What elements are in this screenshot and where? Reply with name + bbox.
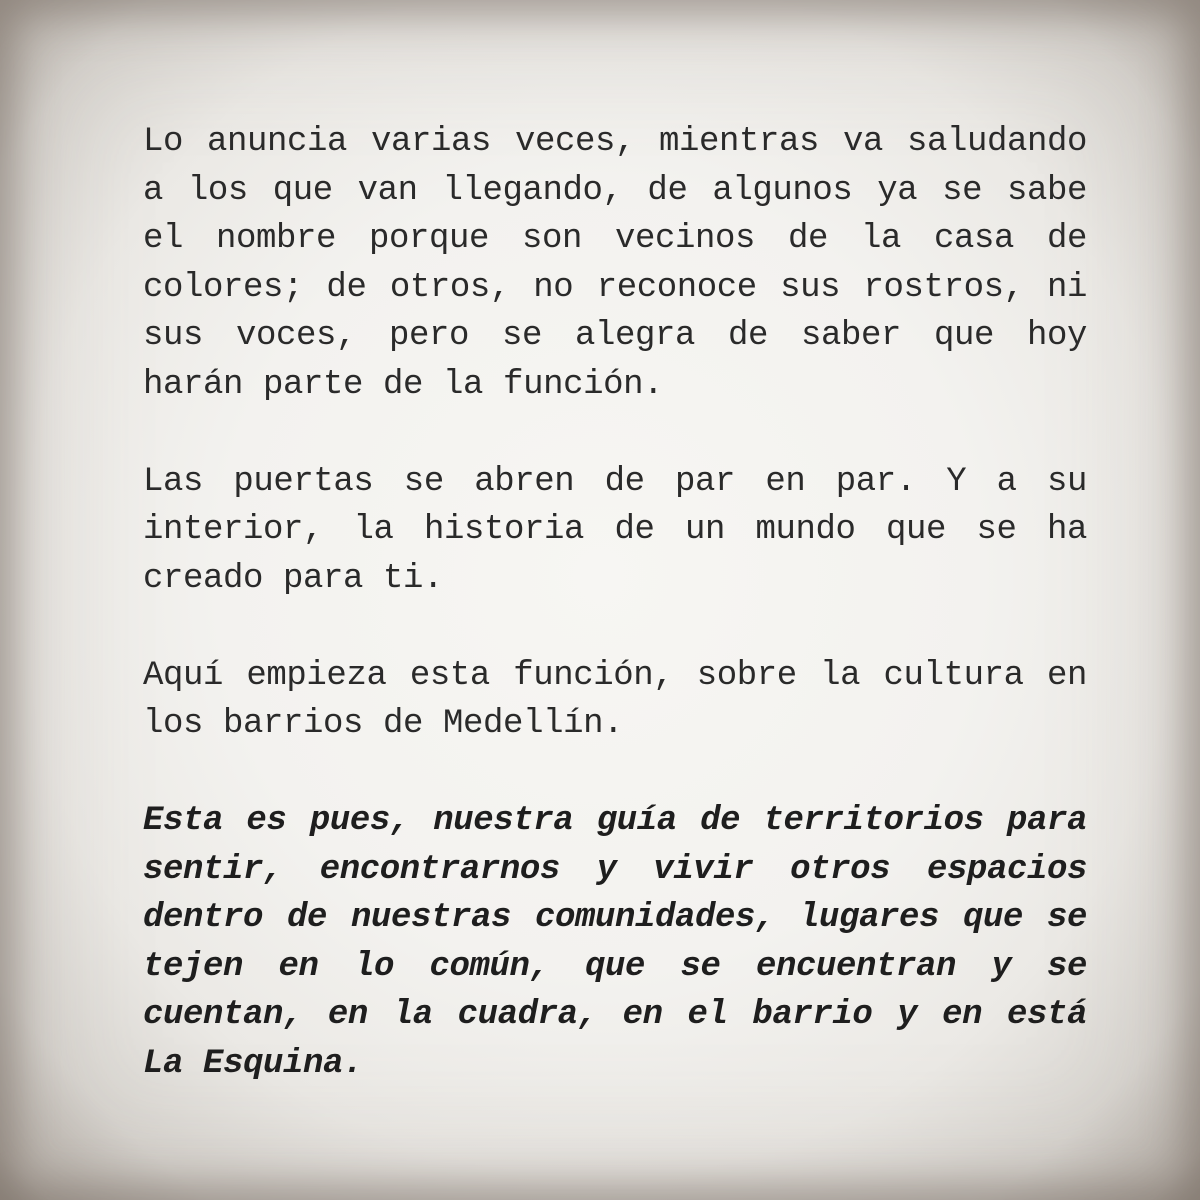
paragraph-arrival: Lo anuncia varias veces, mientras va saludando a los que van llegando, de algunos ya se sabe el nombre porque son vecinos de la casa de colores; de otros, no reconoce sus rostros, ni sus voces, pero se alegra de saber que hoy harán parte de la función.: [143, 123, 1087, 404]
typewritten-text: [143, 118, 1087, 1088]
paragraph-doors: Las puertas se abren de par en par. Y a su interior, la historia de un mundo que se ha creado para ti.: [143, 462, 1087, 598]
paragraph-function: Aquí empieza esta función, sobre la cultura en los barrios de Medellín.: [143, 656, 1087, 743]
paragraph-guide: Esta es pues, nuestra guía de territorios para sentir, encontrarnos y vivir otros espacios dentro de nuestras comunidades, lugares que se tejen en lo común, que se encuentran y se cuentan, en la cuadra, en el barrio y en está La Esquina.: [143, 802, 1087, 1083]
